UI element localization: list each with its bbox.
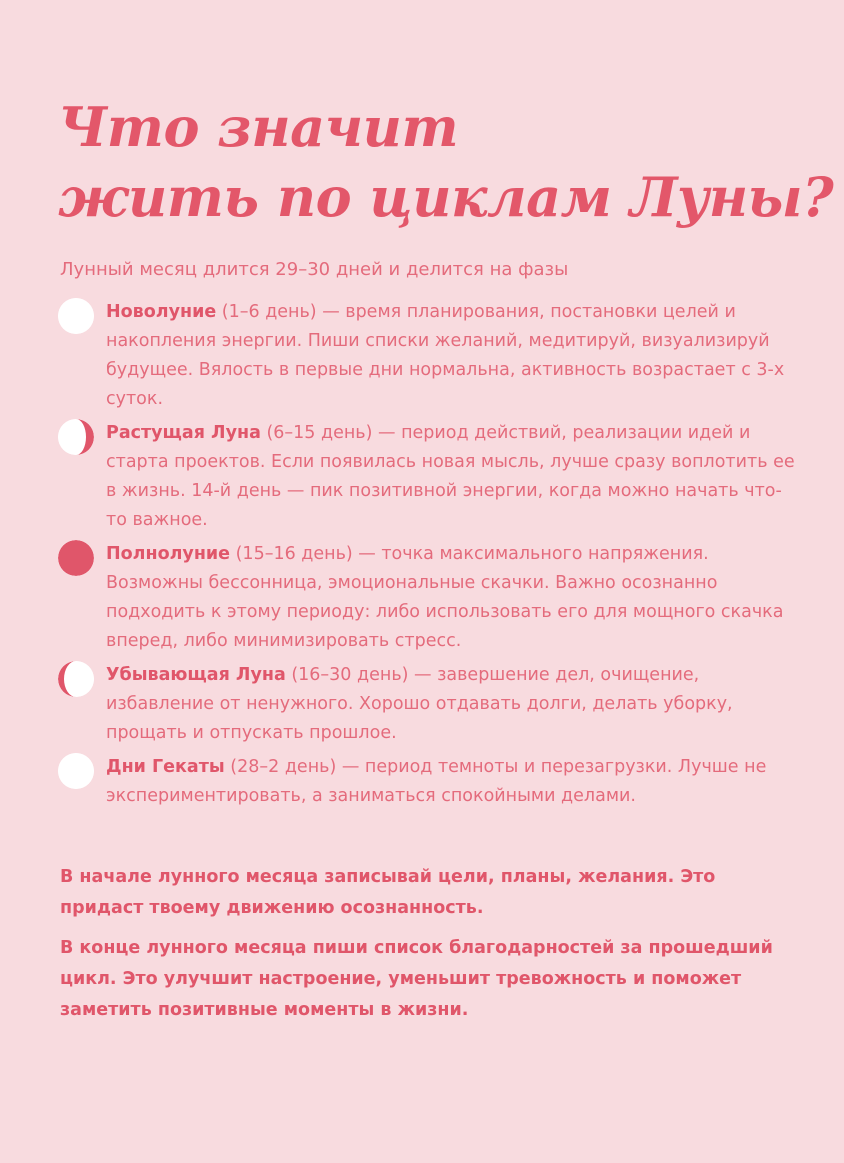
waxing-moon-icon (58, 419, 94, 455)
phase-description (106, 540, 798, 656)
phase-full-moon (58, 540, 798, 656)
phase-name: Новолуние (106, 302, 217, 322)
phase-description (106, 298, 798, 414)
intro-text: Лунный месяц длится 29–30 дней и делится на фазы (60, 259, 569, 280)
title-line-1: Что значит (58, 95, 459, 159)
waning-moon-icon (58, 661, 94, 697)
page-title (58, 92, 834, 232)
title-line-2: жить по циклам Луны? (58, 165, 834, 229)
phase-details: (16–30 день) — завершение дел, очищение, избавление от ненужного. Хорошо отдавать долги, делать уборку, прощать и отпускать прошлое. (106, 665, 733, 743)
phase-new-moon (58, 298, 798, 414)
phase-hecate-days (58, 753, 798, 811)
moon-phases-list (58, 298, 798, 816)
phase-name: Убывающая Луна (106, 665, 286, 685)
phase-details: (15–16 день) — точка максимального напряжения. Возможны бессонница, эмоциональные скачки. Важно осознанно подходить к этому периоду: либо использовать его для мощного скачка вперед, либо минимизировать стресс. (106, 544, 784, 651)
tips-section (60, 862, 780, 1035)
phase-waning-moon (58, 661, 798, 748)
phase-waxing-moon (58, 419, 798, 535)
full-moon-icon (58, 540, 94, 576)
hecate-moon-icon (58, 753, 94, 789)
phase-description (106, 661, 798, 748)
phase-details: (1–6 день) — время планирования, постановки целей и накопления энергии. Пиши списки желаний, медитируй, визуализируй будущее. Вялость в первые дни нормальна, активность возрастает с 3-х суток. (106, 302, 785, 409)
phase-details: (6–15 день) — период действий, реализации идей и старта проектов. Если появилась новая мысль, лучше сразу воплотить ее в жизнь. 14-й день — пик позитивной энергии, когда можно начать что-то важное. (106, 423, 795, 530)
tip-start-of-month: В начале лунного месяца записывай цели, планы, желания. Это придаст твоему движению осознанность. (60, 867, 716, 918)
phase-description (106, 753, 798, 811)
new-moon-icon (58, 298, 94, 334)
tip-end-of-month: В конце лунного месяца пиши список благодарностей за прошедший цикл. Это улучшит настроение, уменьшит тревожность и поможет заметить позитивные моменты в жизни. (60, 938, 773, 1020)
phase-name: Дни Гекаты (106, 757, 225, 777)
phase-name: Растущая Луна (106, 423, 261, 443)
phase-description (106, 419, 798, 535)
phase-details: (28–2 день) — период темноты и перезагрузки. Лучше не экспериментировать, а заниматься спокойными делами. (106, 757, 767, 806)
phase-name: Полнолуние (106, 544, 231, 564)
